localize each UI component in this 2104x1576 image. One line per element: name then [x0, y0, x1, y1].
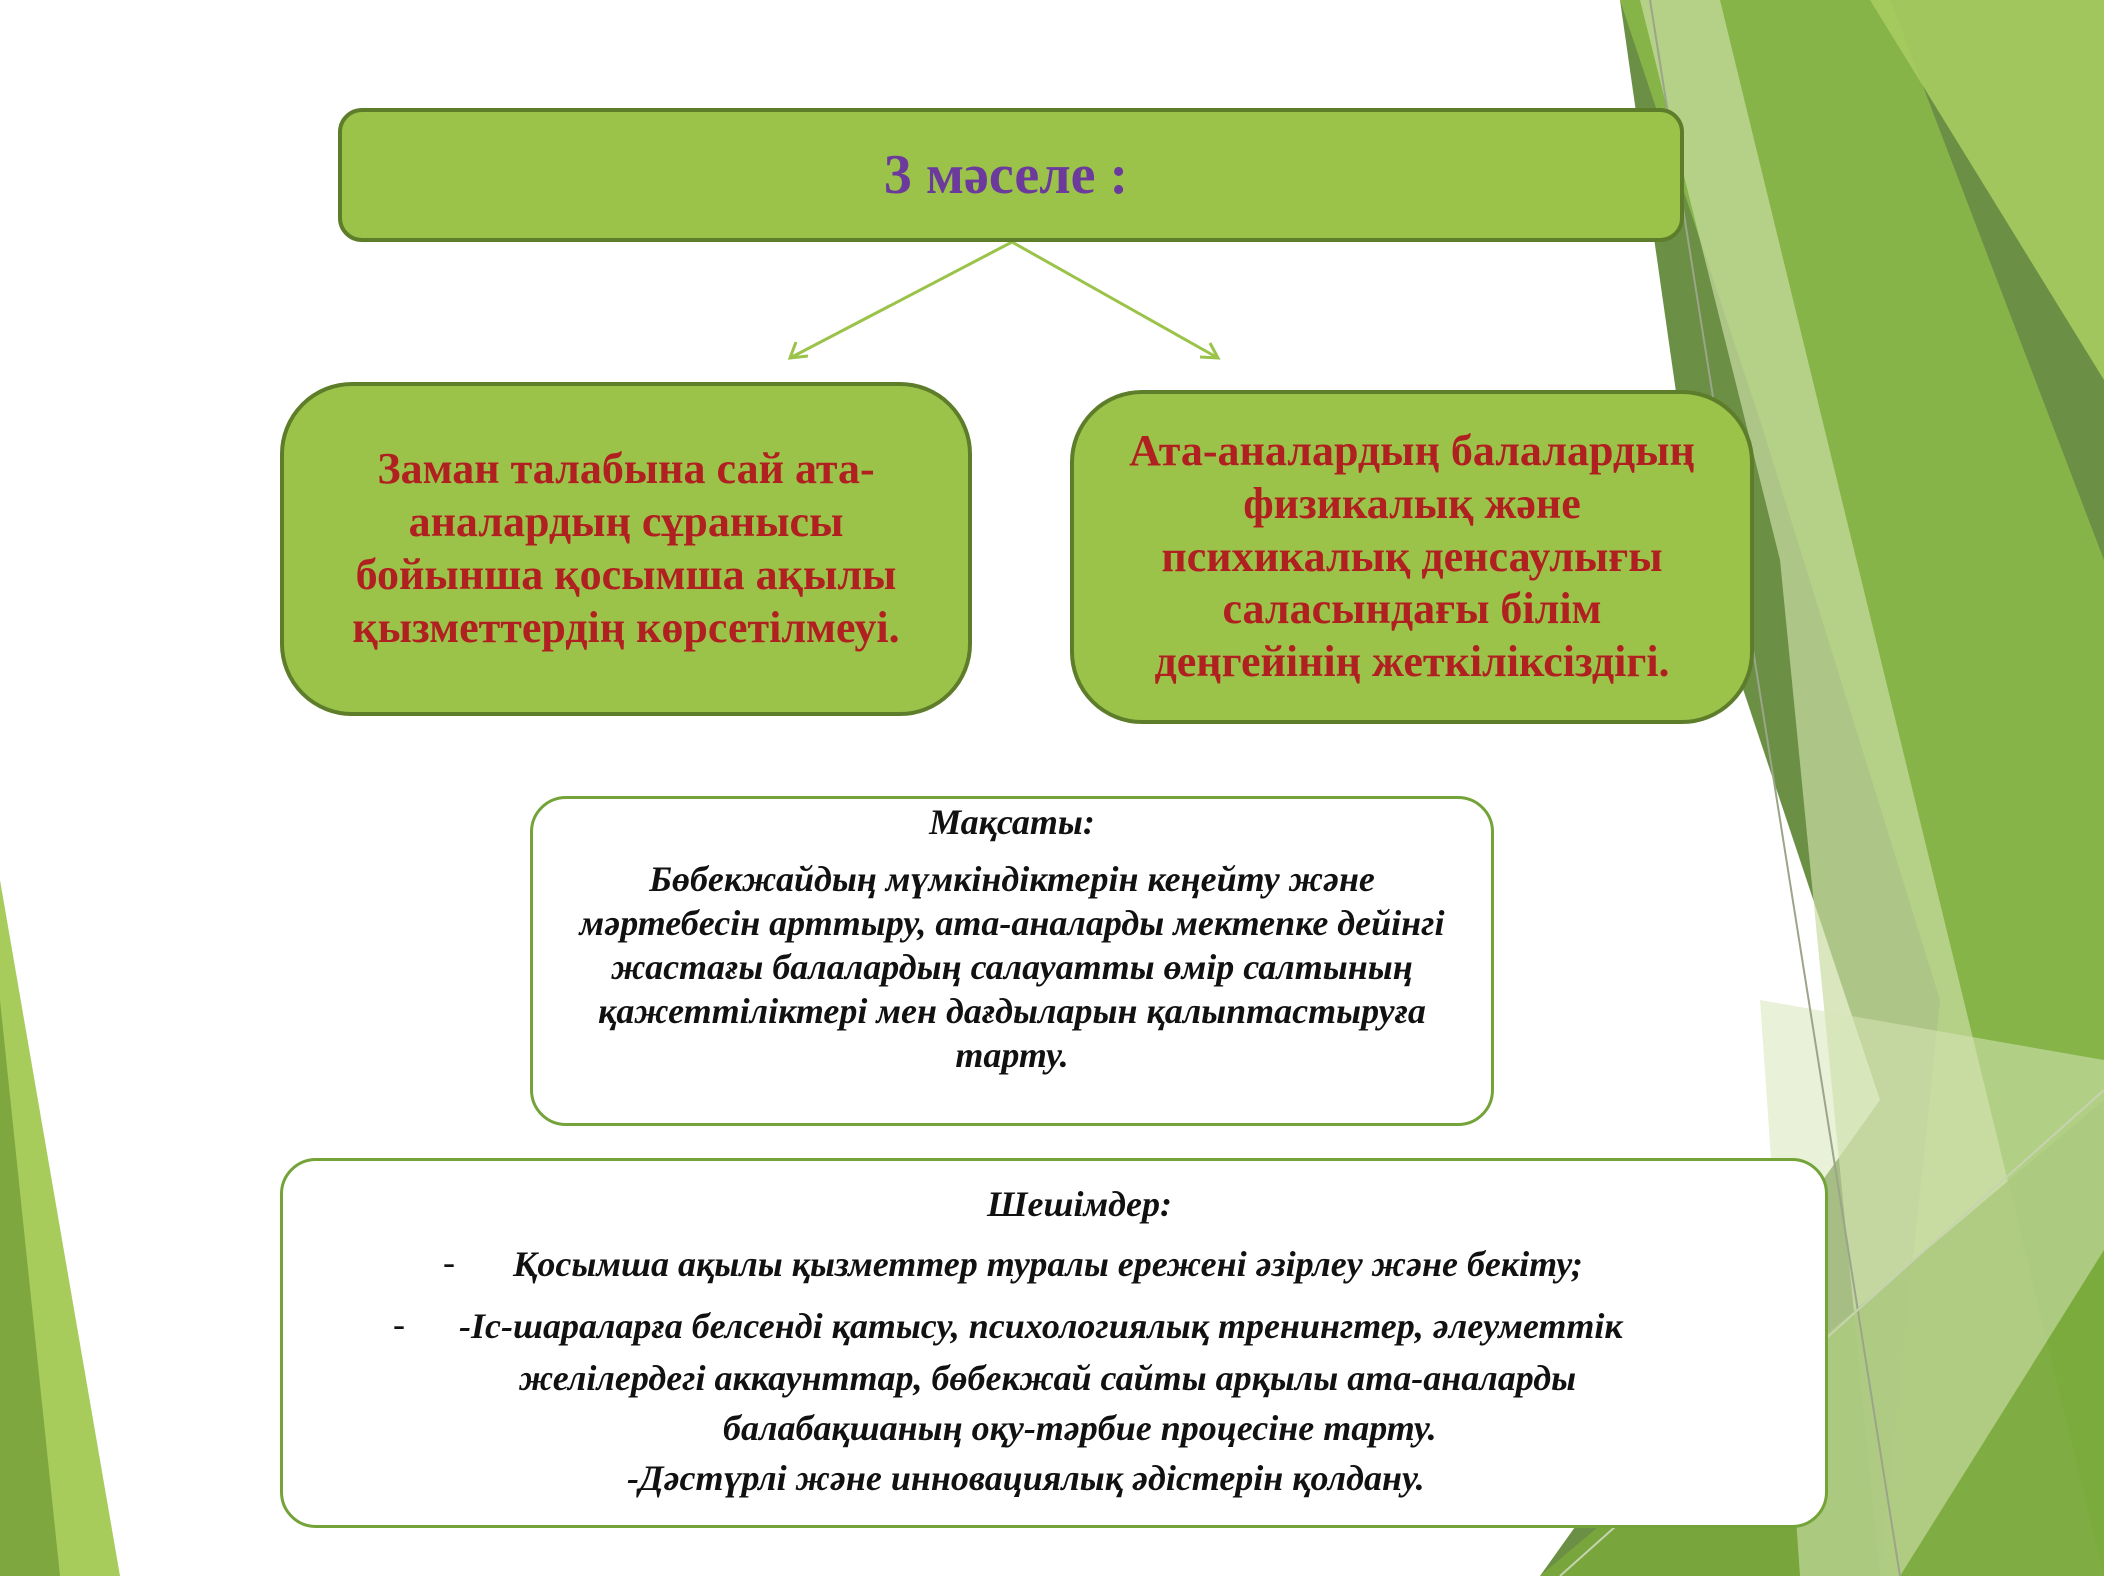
goal-heading: Мақсаты: — [929, 802, 1095, 842]
solution-item-1: Қосымша ақылы қызметтер туралы ережені әзірлеу және бекіту; — [513, 1244, 1583, 1284]
solution-item-3: -Дәстүрлі және инновациялық әдістерін қолдану. — [627, 1458, 1425, 1498]
problem-text-right: Ата-аналардың балалардың физикалық және психикалық денсаулығы саласындағы білім деңгейінің жеткіліксіздігі. — [1129, 426, 1695, 687]
goal-text: Бөбекжайдың мүмкіндіктерін кеңейту және мәртебесін арттыру, ата-аналарды мектепке дейінгі жастағы балалардың салауатты өмір салтының қажеттіліктері мен дағдыларын қалыптастыруға тарту. — [579, 859, 1445, 1075]
bullet-dash-2: - — [393, 1304, 405, 1344]
goal-box — [530, 796, 1494, 1126]
solutions-box — [280, 1158, 1828, 1528]
connector-arrow-right — [1012, 242, 1218, 358]
problem-box-left — [280, 382, 972, 716]
problem-text-left: Заман талабына сай ата-аналардың сұранысы бойынша қосымша ақылы қызметтердің көрсетілмеуі. — [352, 444, 900, 652]
title-text: 3 мәселе : — [883, 144, 1129, 206]
solution-item-2-line-1: -Іс-шараларға белсенді қатысу, психологиялық тренингтер, әлеуметтік — [459, 1306, 1623, 1346]
title-box — [338, 108, 1684, 242]
problem-box-right — [1070, 390, 1754, 724]
solution-item-2-line-2: желілердегі аккаунттар, бөбекжай сайты арқылы ата-аналарды — [519, 1358, 1577, 1398]
solutions-heading: Шешімдер: — [987, 1184, 1172, 1224]
bullet-dash-1: - — [443, 1242, 455, 1282]
connector-arrow-left — [790, 242, 1012, 358]
solution-item-2-line-3: балабақшаның оқу-тәрбие процесіне тарту. — [723, 1408, 1437, 1448]
